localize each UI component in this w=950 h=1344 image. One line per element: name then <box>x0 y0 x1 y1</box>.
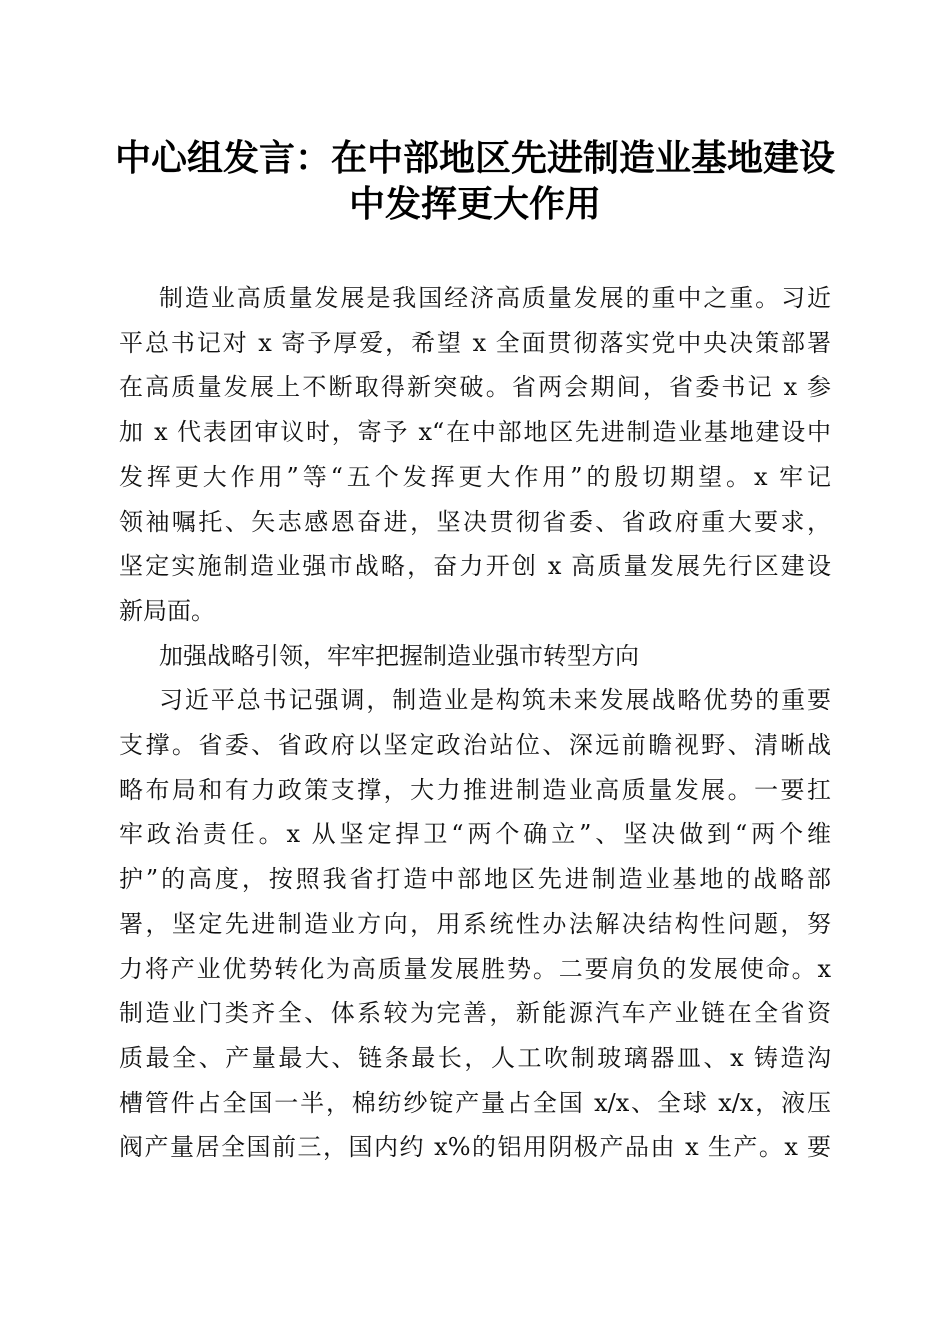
paragraph-section-1 <box>119 678 831 1170</box>
text-line: 习近平总书记强调，制造业是构筑未来发展战略优势的重要 <box>159 686 831 715</box>
text-line: 牢政治责任。x 从坚定捍卫“两个确立”、坚决做到“两个维 <box>119 820 831 849</box>
text-line: 护”的高度，按照我省打造中部地区先进制造业基地的战略部 <box>119 865 831 894</box>
text-line: 发挥更大作用”等“五个发挥更大作用”的殷切期望。x 牢记 <box>119 462 831 491</box>
heading-text: 加强战略引领，牢牢把握制造业强市转型方向 <box>159 641 639 670</box>
text-line: 制造业门类齐全、体系较为完善，新能源汽车产业链在全省资 <box>119 999 831 1028</box>
text-line: 平总书记对 x 寄予厚爱，希望 x 全面贯彻落实党中央决策部署 <box>119 328 831 357</box>
text-line: 略布局和有力政策支撑，大力推进制造业高质量发展。一要扛 <box>119 775 831 804</box>
document-title-line-2: 中发挥更大作用 <box>348 183 601 225</box>
text-line: 加 x 代表团审议时，寄予 x“在中部地区先进制造业基地建设中 <box>119 418 831 447</box>
text-line: 力将产业优势转化为高质量发展胜势。二要肩负的发展使命。x <box>119 954 831 983</box>
text-line: 新局面。 <box>119 596 215 625</box>
text-line: 在高质量发展上不断取得新突破。省两会期间，省委书记 x 参 <box>119 373 831 402</box>
text-line: 质最全、产量最大、链条最长，人工吹制玻璃器皿、x 铸造沟 <box>119 1043 831 1072</box>
section-heading <box>119 634 831 679</box>
document-title-line-1: 中心组发言：在中部地区先进制造业基地建设 <box>114 137 835 179</box>
text-line: 槽管件占全国一半，棉纺纱锭产量占全国 x/x、全球 x/x，液压 <box>119 1088 831 1117</box>
text-line: 坚定实施制造业强市战略，奋力开创 x 高质量发展先行区建设 <box>119 552 831 581</box>
text-line: 领袖嘱托、矢志感恩奋进，坚决贯彻省委、省政府重大要求， <box>119 507 831 536</box>
text-line: 制造业高质量发展是我国经济高质量发展的重中之重。习近 <box>159 284 831 312</box>
text-line: 支撑。省委、省政府以坚定政治站位、深远前瞻视野、清晰战 <box>119 731 831 760</box>
text-line: 署，坚定先进制造业方向，用系统性办法解决结构性问题，努 <box>119 909 831 938</box>
paragraph-intro <box>119 276 831 634</box>
text-line: 阀产量居全国前三，国内约 x%的铝用阴极产品由 x 生产。x 要 <box>119 1133 831 1162</box>
document-body <box>119 276 831 1170</box>
